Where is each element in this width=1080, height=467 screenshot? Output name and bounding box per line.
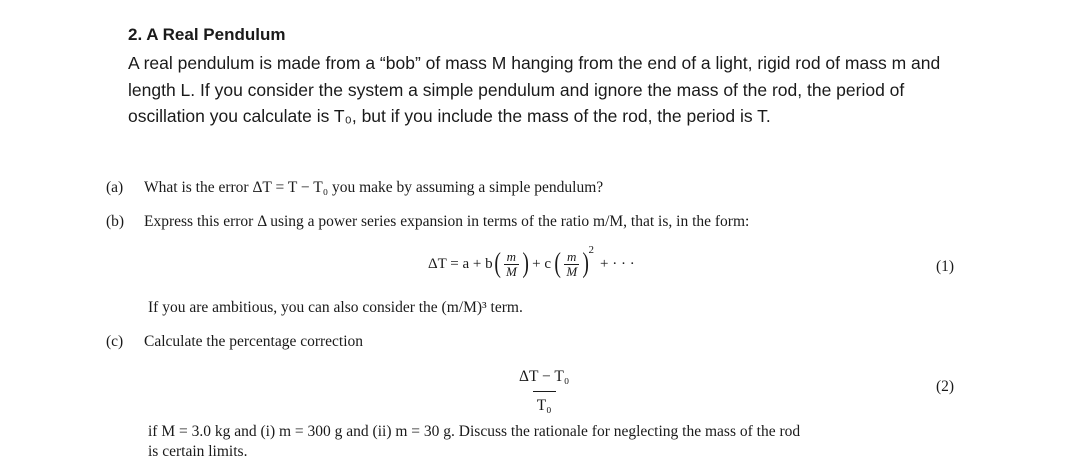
eq2-denominator: T₀	[533, 391, 556, 417]
section-heading: 2. A Real Pendulum	[128, 25, 286, 44]
eq1-fraction-1: $\frac{m}{M}$	[505, 248, 517, 279]
eq2-numerator: ΔT − T₀	[519, 368, 570, 385]
eq1-mid: + c	[532, 255, 551, 272]
eq1-power: 2	[588, 244, 594, 256]
part-b	[106, 212, 749, 232]
part-c-followup-2: is certain limits.	[148, 443, 248, 460]
eq1-tail: + · · ·	[600, 255, 635, 272]
equation-1-number: (1)	[936, 258, 955, 275]
part-c-text: Calculate the percentage correction	[144, 333, 364, 350]
eq1-lhs: ΔT = a + b	[428, 255, 493, 272]
equation-1: ΔT = a + b ( $\frac{m}{M}$ ) + c ( $\frac{m}{M}$ ) 2 + · · ·	[428, 244, 635, 279]
part-b-note: If you are ambitious, you can also consider the (m/M)³ term.	[148, 299, 523, 316]
equation-2	[515, 366, 573, 417]
part-c-followup-1: if M = 3.0 kg and (i) m = 300 g and (ii) m = 30 g. Discuss the rationale for neglecting the mass of the rod	[148, 423, 801, 440]
part-a-label: (a)	[106, 179, 124, 196]
part-b-label: (b)	[106, 213, 125, 230]
part-a	[106, 178, 603, 198]
part-a-text: What is the error ΔT = T − T₀ you make by assuming a simple pendulum?	[144, 179, 604, 196]
intro-paragraph: A real pendulum is made from a “bob” of mass M hanging from the end of a light, rigid rod of mass m and length L. If you consider the system a simple pendulum and ignore the mass of the rod, the period of oscillation you calculate is T₀, but if you include the mass of the rod, the period is T.	[128, 53, 941, 126]
eq1-fraction-2: $\frac{m}{M}$	[566, 248, 578, 279]
part-c-label: (c)	[106, 333, 124, 350]
part-b-text: Express this error Δ using a power series expansion in terms of the ratio m/M, that is, in the form:	[144, 213, 750, 230]
part-c	[106, 332, 363, 352]
equation-2-number: (2)	[936, 378, 955, 395]
